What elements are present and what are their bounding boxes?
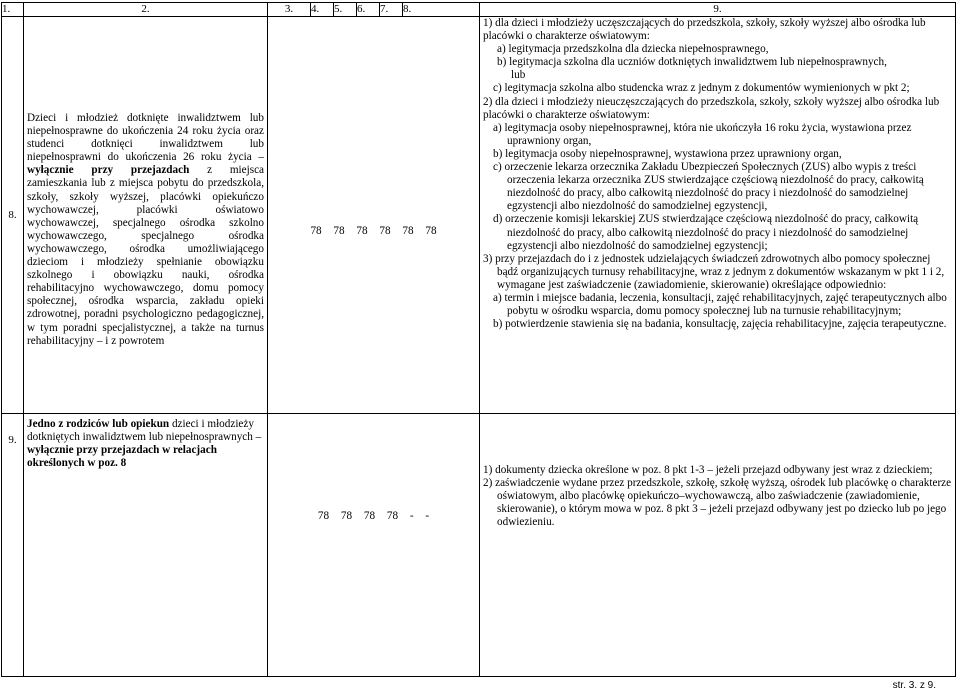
description-bold: Jedno z rodziców lub opiekun — [27, 418, 170, 430]
tariff-table — [1, 2, 956, 677]
description-text: Dzieci i młodzież dotknięte inwalidztwem lub niepełnosprawne do ukończenia 24 roku życia oraz studenci dotknięci inwalidztwem lub niepełnosprawni do ukończenia 26 roku życia – — [27, 112, 264, 164]
row-description — [24, 17, 268, 414]
col-number: 3. — [268, 3, 311, 17]
discount-values — [268, 414, 480, 677]
col-number: 8. — [403, 3, 480, 17]
description-bold: wyłącznie przy przejazdach w relacjach określonych w poz. 8 — [27, 444, 217, 470]
col-number: 7. — [380, 3, 403, 17]
list-item: 1) dokumenty dziecka określone w poz. 8 pkt 1-3 – jeżeli przejazd odbywany jest wraz z dzieckiem; — [483, 464, 933, 476]
list-item: b) legitymacja szkolna dla uczniów dotkniętych inwalidztwem lub niepełnosprawnych, — [497, 56, 887, 69]
row-number: 8. — [2, 17, 24, 414]
list-item: lub — [511, 69, 526, 82]
required-documents — [480, 17, 956, 414]
list-item: 1) dla dzieci i młodzieży uczęszczających do przedszkola, szkoły, szkoły wyższej albo ośrodka lub placówki o charakterze oświatowym: — [483, 17, 926, 43]
list-item: a) legitymacja przedszkolna dla dziecka niepełnosprawnego, — [497, 43, 769, 56]
required-documents — [480, 414, 956, 677]
col-number: 9. — [480, 3, 956, 17]
row-description — [24, 414, 268, 677]
list-item: 3) przy przejazdach do i z jednostek udzielających świadczeń zdrowotnych albo pomocy społecznej bądź organizujących turnusy rehabilitacyjne, wraz z jednym z dokumentów wskazanym w pkt 1 i 2, wymagane jest zaświadczenie (zawiadomienie, skierowanie) określające odpowiednio: — [483, 252, 945, 291]
description-text: z miejsca zamieszkania lub z miejsca pobytu do przedszkola, szkoły, szkoły wyższej, placówki opiekuńczo wychowawczej, placówki oświatowo wychowawczej, specjalnego ośrodka szkolno wychowawczego, specjalnego ośrodka wychowawczego, ośrodka umożliwiającego dzieciom i młodzieży spełnianie obowiązku szkolnego i obowiązku nauki, ośrodka rehabilitacyjno wychowawczego, domu pomocy społecznej, ośrodka wsparcia, zakładu opieki zdrowotnej, poradni psychologiczno pedagogicznej, w tym poradni specjalistycznej, a także na turnus rehabilitacyjny – i z powrotem — [27, 164, 265, 347]
page-number: str. 3. z 9. — [892, 680, 936, 691]
table-row — [2, 414, 956, 677]
list-item: b) potwierdzenie stawienia się na badania, konsultację, zajęcia rehabilitacyjne, zajęcia terapeutyczne. — [493, 318, 947, 331]
col-number: 4. — [311, 3, 334, 17]
col-number: 1. — [2, 3, 24, 17]
row-number: 9. — [2, 414, 24, 677]
col-number: 2. — [24, 3, 268, 17]
header-row — [2, 3, 956, 17]
list-item: a) termin i miejsce badania, leczenia, konsultacji, zajęć rehabilitacyjnych, zajęć terapeutycznych albo pobytu w ośrodku wsparcia, domu pomocy społecznej lub na turnusie rehabilitacyjnym; — [493, 291, 947, 318]
values-text: 78 78 78 78 78 78 — [310, 225, 437, 237]
description-bold: wyłącznie przy przejazdach — [27, 164, 190, 177]
list-item: 2) zaświadczenie wydane przez przedszkole, szkołę, szkołę wyższą, ośrodek lub placówkę o charakterze oświatowym, albo placówkę opiekuńczo–wychowawczą, albo zaświadczenie (zawiadomienie, skierowanie), o którym mowa w poz. 8 pkt 3 – jeżeli przejazd odbywany jest po dziecko lub po jego odwiezieniu. — [483, 477, 952, 529]
list-item: c) orzeczenie lekarza orzecznika Zakładu Ubezpieczeń Społecznych (ZUS) albo wypis z treści orzeczenia lekarza orzecznika ZUS stwierdzające częściową niezdolność do pracy, całkowitą niezdolność do pracy, albo całkowitą niezdolność do pracy i niezdolność do samodzielnej egzystencji albo niezdolność do samodzielnej egzystencji, — [493, 161, 924, 213]
values-text: 78 78 78 78 - - — [317, 510, 430, 522]
description-text: dzieci i młodzieży dotkniętych inwalidztwem lub niepełnosprawnych – — [27, 418, 262, 444]
list-item: c) legitymacja szkolna albo studencka wraz z jednym z dokumentów wymienionych w pkt 2; — [493, 82, 910, 95]
list-item: b) legitymacja osoby niepełnosprawnej, wystawiona przez uprawniony organ, — [493, 147, 842, 160]
col-number: 6. — [357, 3, 380, 17]
col-number: 5. — [334, 3, 357, 17]
list-item: d) orzeczenie komisji lekarskiej ZUS stwierdzające częściową niezdolność do pracy, całkowitą niezdolność do pracy, albo całkowitą niezdolność do pracy i niezdolność do samodzielnej egzystencji albo niezdolność do samodzielnej egzystencji; — [493, 213, 919, 252]
list-item: 2) dla dzieci i młodzieży nieuczęszczających do przedszkola, szkoły, szkoły wyższej albo ośrodka lub placówki o charakterze oświatowym: — [483, 95, 940, 121]
discount-values — [268, 17, 480, 414]
list-item: a) legitymacja osoby niepełnosprawnej, która nie ukończyła 16 roku życia, wystawiona przez uprawniony organ, — [493, 121, 912, 147]
table-row — [2, 17, 956, 414]
